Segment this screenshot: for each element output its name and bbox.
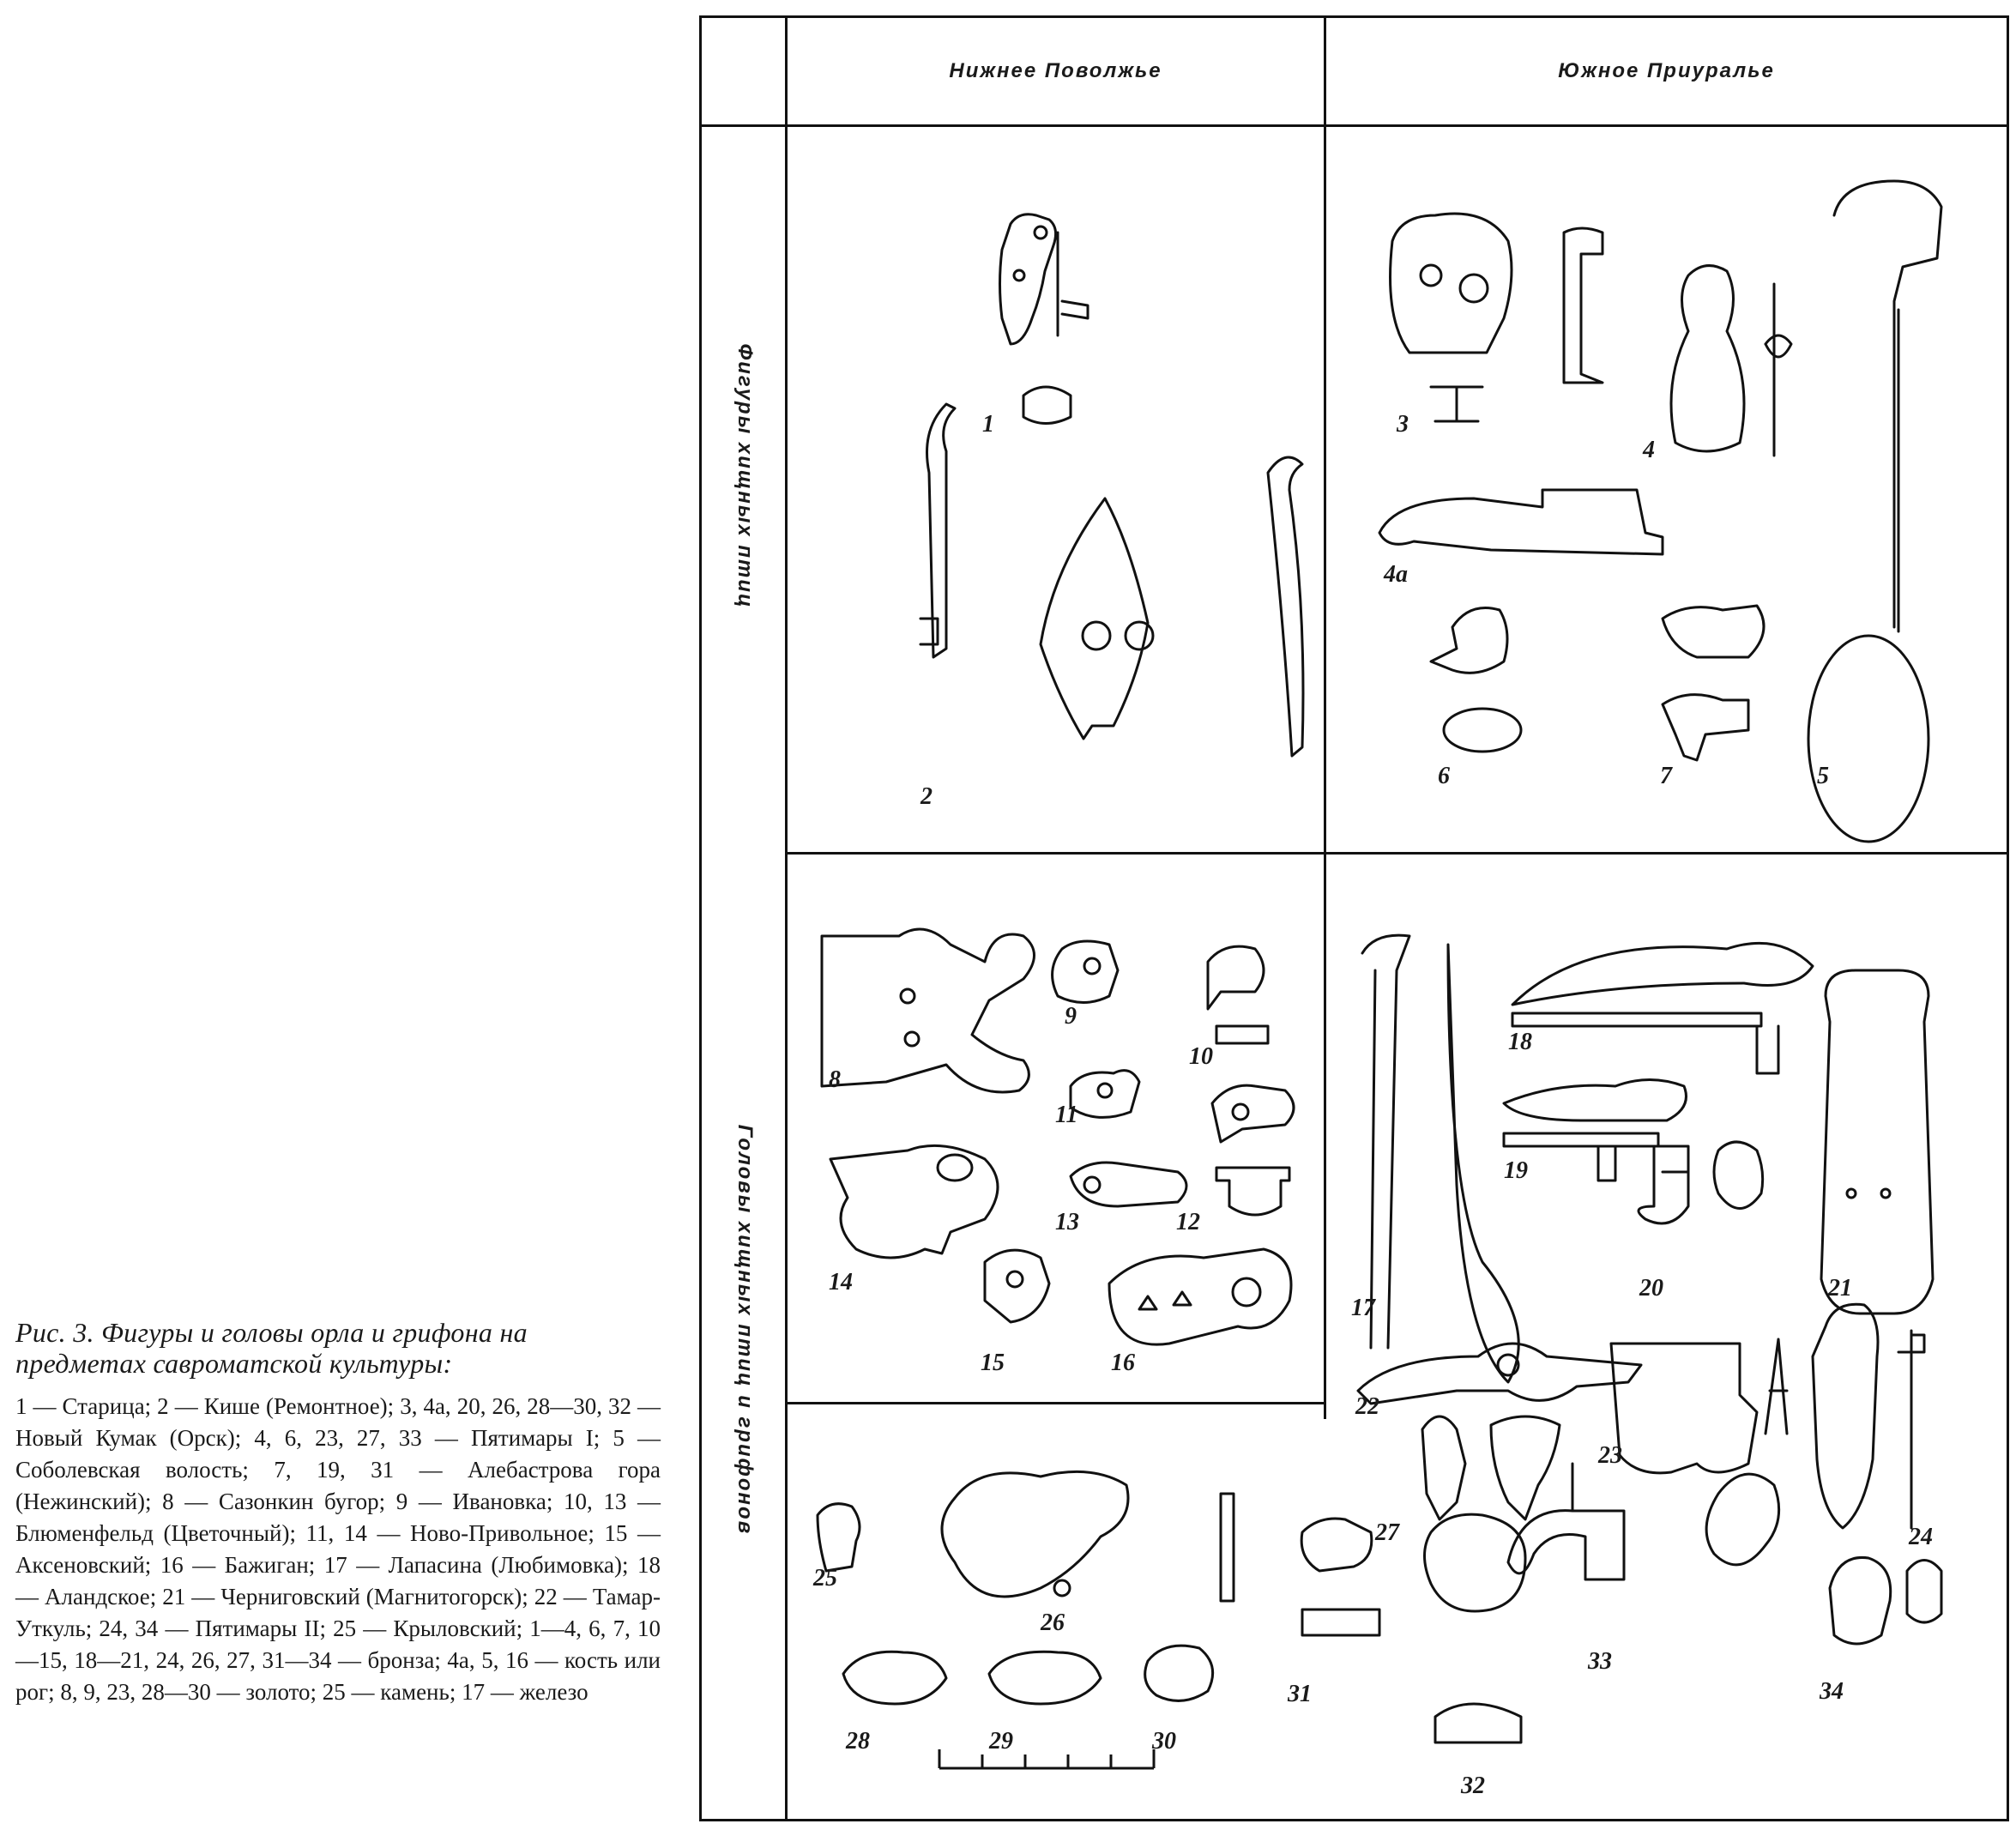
artifact-32-plaque bbox=[1425, 1514, 1526, 1742]
artifact-6-buckle bbox=[1431, 608, 1521, 752]
artifact-17-iron-pin bbox=[1362, 935, 1518, 1382]
figure-number: 3 bbox=[1397, 411, 1409, 438]
artifact-21-plaque bbox=[1821, 970, 1933, 1314]
column-header-south-urals: Южное Приуралье bbox=[1558, 59, 1775, 82]
figure-number: 29 bbox=[989, 1728, 1013, 1754]
figure-number: 2 bbox=[920, 783, 933, 810]
caption-body: 1 — Старица; 2 — Кише (Ремонтное); 3, 4а, 20, 26, 28—30, 32 — Новый Кумак (Орск); 4, 6, 23, 27, 33 — Пятимары I; 5 — Соболевская волость; 7, 19, 31 — Алебастрова гора (Нежинский); 8 — Сазонкин бугор; 9 — Ивановка; 10, 13 — Блюменфельд (Цветочный); 11, 14 — Ново-Привольное; 15 — Аксеновский; 16 — Бажиган; 17 — Лапасина (Любимовка); 18 — Аландское; 21 — Черниговский (Магнитогорск); 22 — Тамар-Уткуль; 24, 34 — Пятимары II; 25 — Крыловский; 1—4, 6, 7, 10—15, 18—21, 24, 26, 27, 31—34 — бронза; 4а, 5, 16 — кость или рог; 8, 9, 23, 28—30 — золото; 25 — камень; 17 — железо bbox=[15, 1393, 661, 1705]
figure-number: 25 bbox=[813, 1565, 837, 1591]
figure-number: 4 bbox=[1643, 437, 1655, 463]
figure-number: 17 bbox=[1351, 1295, 1375, 1321]
figure-number: 13 bbox=[1055, 1209, 1079, 1235]
artifact-10-head bbox=[1208, 946, 1268, 1043]
figure-number: 12 bbox=[1176, 1209, 1200, 1235]
figure-number: 34 bbox=[1820, 1678, 1844, 1705]
artifact-2-bird-pins bbox=[920, 404, 1303, 756]
figure-plate bbox=[699, 15, 2009, 1821]
figure-number: 16 bbox=[1111, 1350, 1135, 1376]
row-header-bird-figures: Фигуры хищных птиц bbox=[733, 343, 757, 609]
scale-bar bbox=[935, 1742, 1158, 1777]
column-header-lower-volga: Нижнее Поволжье bbox=[949, 59, 1162, 82]
artifact-13-head bbox=[1071, 1163, 1186, 1206]
artifact-25-stone-head bbox=[818, 1504, 860, 1571]
figure-number: 7 bbox=[1660, 763, 1672, 789]
figure-number: 26 bbox=[1041, 1610, 1065, 1636]
artifact-16-bone-plaque bbox=[1109, 1249, 1291, 1344]
figure-number: 33 bbox=[1588, 1648, 1612, 1675]
figure-number: 18 bbox=[1508, 1029, 1532, 1055]
figure-number: 31 bbox=[1288, 1681, 1312, 1707]
figure-caption bbox=[15, 1317, 661, 1708]
artifact-20-buckle bbox=[1639, 1142, 1763, 1223]
artifact-18-bird-handle bbox=[1512, 943, 1813, 1073]
figure-number: 32 bbox=[1461, 1773, 1485, 1799]
caption-title: Рис. 3. Фигуры и головы орла и грифона на предметах савроматской культуры: bbox=[15, 1317, 528, 1379]
figure-number: 15 bbox=[981, 1350, 1005, 1376]
figure-number: 6 bbox=[1438, 763, 1450, 789]
figure-number: 28 bbox=[846, 1728, 870, 1754]
figure-number: 14 bbox=[829, 1269, 853, 1295]
figure-number: 23 bbox=[1598, 1442, 1622, 1469]
figure-number: 4а bbox=[1384, 561, 1408, 588]
figure-number: 22 bbox=[1355, 1393, 1379, 1420]
artifact-33-buckle bbox=[1508, 1464, 1779, 1579]
artifact-31-head bbox=[1301, 1519, 1379, 1635]
artifact-7-heads bbox=[1663, 606, 1764, 760]
artifact-4a-carving bbox=[1379, 490, 1663, 554]
artifact-29-gold-head bbox=[989, 1652, 1101, 1704]
artifact-34-figure bbox=[1830, 1557, 1941, 1644]
artifact-9-gold-head bbox=[1053, 941, 1118, 1003]
figure-number: 11 bbox=[1055, 1102, 1078, 1128]
artifact-5-spoon bbox=[1808, 181, 1941, 842]
figure-number: 1 bbox=[982, 411, 994, 438]
artifact-30-gold-head bbox=[1145, 1646, 1213, 1700]
artifact-11-head bbox=[1071, 1071, 1139, 1118]
artifact-26-buckle bbox=[942, 1471, 1234, 1601]
figure-number: 8 bbox=[829, 1066, 841, 1093]
artifact-8-gold-plaque bbox=[822, 929, 1035, 1092]
artifact-27-heads bbox=[1422, 1416, 1560, 1519]
figure-number: 27 bbox=[1375, 1519, 1399, 1546]
artifact-drawings bbox=[702, 18, 2007, 1819]
artifact-24-figure bbox=[1813, 1304, 1924, 1528]
artifact-19-handle bbox=[1504, 1080, 1687, 1181]
row-header-bird-griffin-heads: Головы хищных птиц и грифонов bbox=[733, 1124, 757, 1536]
artifact-3-bird-head bbox=[1391, 214, 1603, 421]
figure-number: 24 bbox=[1909, 1524, 1933, 1550]
artifact-15-head bbox=[985, 1250, 1049, 1322]
figure-number: 20 bbox=[1639, 1275, 1663, 1302]
figure-number: 19 bbox=[1504, 1157, 1528, 1184]
figure-number: 5 bbox=[1817, 763, 1829, 789]
artifact-14-griffin-head bbox=[830, 1145, 998, 1258]
artifact-12-buckle bbox=[1212, 1085, 1294, 1215]
artifact-28-gold-head bbox=[843, 1652, 946, 1704]
figure-number: 30 bbox=[1152, 1728, 1176, 1754]
artifact-1-plaque bbox=[1000, 214, 1089, 424]
artifact-23-gold-plaque bbox=[1611, 1339, 1787, 1473]
figure-number: 9 bbox=[1065, 1003, 1077, 1030]
figure-number: 21 bbox=[1828, 1275, 1852, 1302]
artifact-4-figure bbox=[1671, 266, 1791, 456]
figure-number: 10 bbox=[1189, 1043, 1213, 1070]
